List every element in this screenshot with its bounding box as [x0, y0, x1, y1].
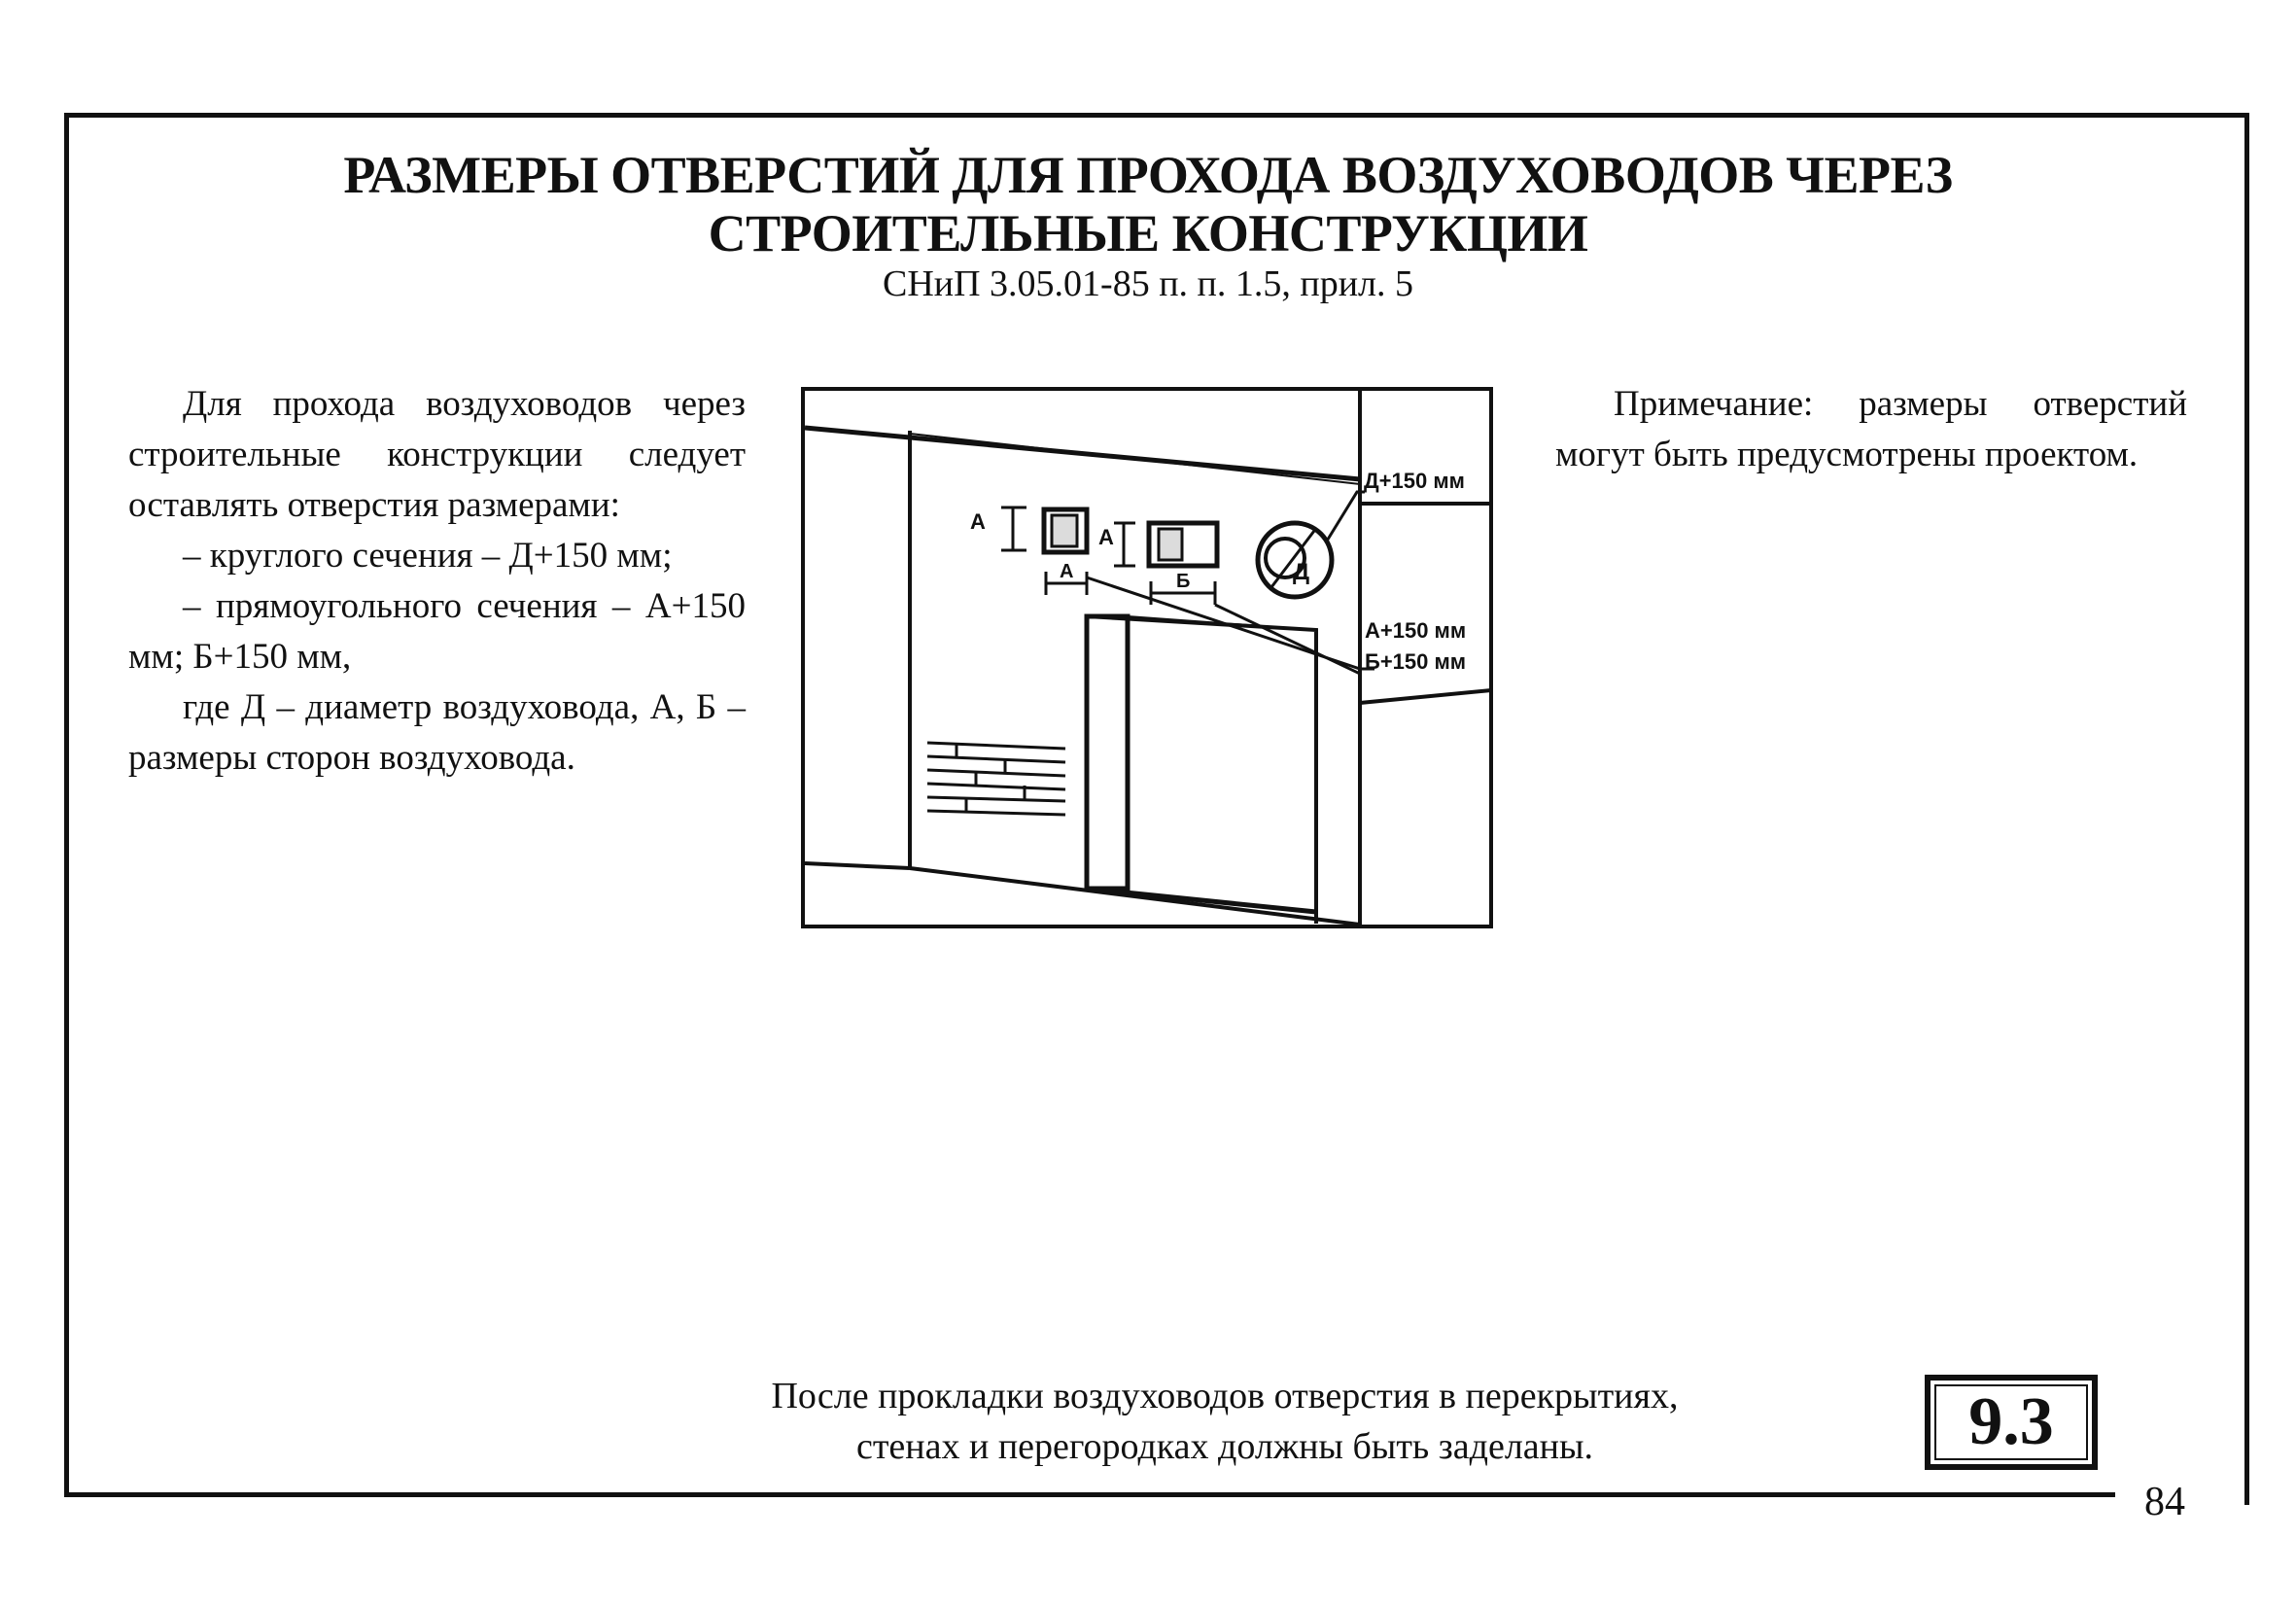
frame-right-border — [2244, 113, 2249, 1505]
title-line-2: СТРОИТЕЛЬНЫЕ КОНСТРУКЦИИ — [708, 204, 1588, 262]
leader-rect-2 — [1215, 605, 1360, 674]
ceiling-line-2 — [910, 434, 1360, 484]
page-number: 84 — [2144, 1480, 2185, 1524]
floor-line-2 — [910, 868, 1360, 925]
label-a2: А — [1098, 525, 1114, 549]
frame-top-border — [64, 113, 2249, 118]
label-b150: Б+150 мм — [1365, 649, 1467, 674]
requirements-intro: Для прохода воздуховодов через строительные конструкции следует оставлять отверстия размерами: — [128, 384, 746, 525]
floor-right — [1360, 690, 1491, 703]
brick-hatching — [927, 743, 1065, 815]
requirement-rect: – прямоугольного сечения – А+150 мм; Б+150 мм, — [128, 586, 746, 677]
doorway-sill — [1087, 889, 1316, 912]
label-d: Д — [1293, 559, 1310, 585]
note-text: Примечание: размеры отверстий могут быть предусмотрены проектом. — [1555, 384, 2187, 474]
requirements-text — [128, 379, 746, 784]
page-title — [0, 146, 2296, 262]
closing-line-1: После прокладки воздуховодов отверстия в перекрытиях, — [771, 1376, 1679, 1416]
label-a1: А — [970, 509, 986, 534]
duct-openings-illustration — [801, 387, 1493, 928]
label-b-width: Б — [1176, 571, 1191, 592]
norm-reference: СНиП 3.05.01-85 п. п. 1.5, прил. 5 — [882, 263, 1414, 304]
section-code-badge: 9.3 — [1925, 1375, 2098, 1470]
doorway-opening — [1087, 616, 1128, 889]
label-a-width: А — [1060, 561, 1074, 582]
label-a150: А+150 мм — [1365, 618, 1467, 643]
label-d150: Д+150 мм — [1364, 469, 1465, 493]
rect-duct-2 — [1159, 529, 1182, 560]
frame-bottom-border — [64, 1492, 2115, 1497]
requirement-round: – круглого сечения – Д+150 мм; — [183, 536, 673, 576]
requirement-explanation: где Д – диаметр воздуховода, А, Б – размеры сторон воздуховода. — [128, 687, 746, 778]
frame-left-border — [64, 113, 69, 1497]
floor-line — [805, 863, 910, 868]
rect-duct-1 — [1052, 515, 1077, 546]
closing-line-2: стенах и перегородках должны быть заделаны. — [855, 1426, 1594, 1467]
doorway-reveal — [1087, 616, 1316, 924]
closing-requirement — [544, 1371, 1905, 1472]
title-line-1: РАЗМЕРЫ ОТВЕРСТИЙ ДЛЯ ПРОХОДА ВОЗДУХОВОДОВ ЧЕРЕЗ — [343, 146, 1953, 204]
